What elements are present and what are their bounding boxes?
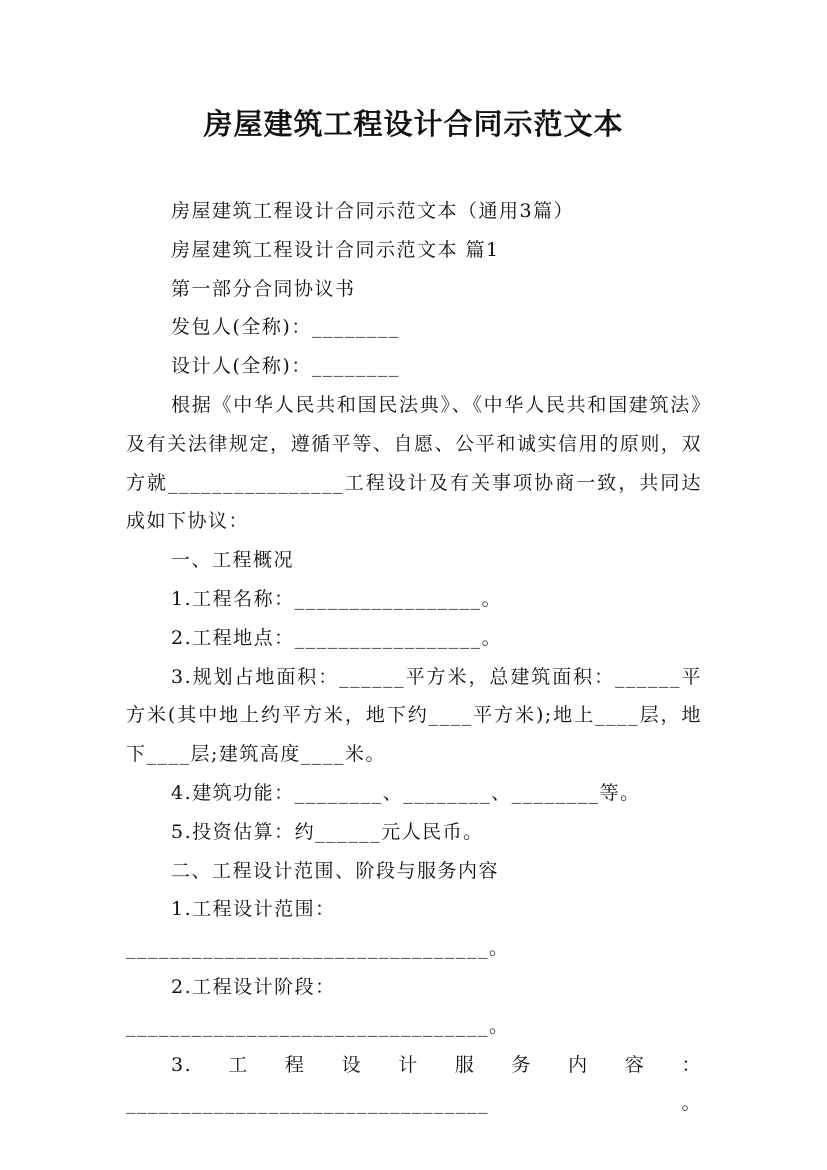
paragraph-investment: 5.投资估算：约______元人民币。 bbox=[171, 820, 484, 843]
document-title: 房屋建筑工程设计合同示范文本 bbox=[203, 107, 624, 141]
paragraph-function: 4.建筑功能：________、________、________等。 bbox=[171, 781, 641, 804]
paragraph-designer: 设计人(全称)：________ bbox=[171, 355, 400, 378]
paragraph-subtitle: 房屋建筑工程设计合同示范文本（通用3篇） bbox=[171, 200, 575, 222]
paragraph-section-scope: 二、工程设计范围、阶段与服务内容 bbox=[171, 859, 500, 882]
paragraph-section-overview: 一、工程概况 bbox=[171, 549, 295, 572]
paragraph-design-services: 3.工程设计服务内容：_________________________________。 bbox=[126, 1053, 702, 1115]
paragraph-project-name: 1.工程名称：_________________。 bbox=[171, 587, 503, 610]
paragraph-design-stage: 2.工程设计阶段：_________________________________。 bbox=[126, 975, 510, 1037]
paragraph-employer: 发包人(全称)：________ bbox=[171, 316, 400, 339]
paragraph-legal-basis: 根据《中华人民共和国民法典》、《中华人民共和国建筑法》及有关法律规定，遵循平等、自愿、公平和诚实信用的原则，双方就________________工程设计及有关事项协商一致，共同达成如下协议： bbox=[126, 393, 702, 533]
paragraph-area: 3.规划占地面积：______平方米，总建筑面积：______平方米(其中地上约平方米，地下约____平方米);地上____层，地下____层;建筑高度____米。 bbox=[126, 665, 702, 766]
paragraph-design-scope: 1.工程设计范围：_________________________________。 bbox=[126, 898, 510, 960]
paragraph-project-location: 2.工程地点：_________________。 bbox=[171, 626, 503, 649]
document-body bbox=[126, 192, 702, 1123]
paragraph-part-one: 第一部分合同协议书 bbox=[171, 277, 356, 300]
paragraph-article-heading: 房屋建筑工程设计合同示范文本 篇1 bbox=[171, 238, 500, 261]
